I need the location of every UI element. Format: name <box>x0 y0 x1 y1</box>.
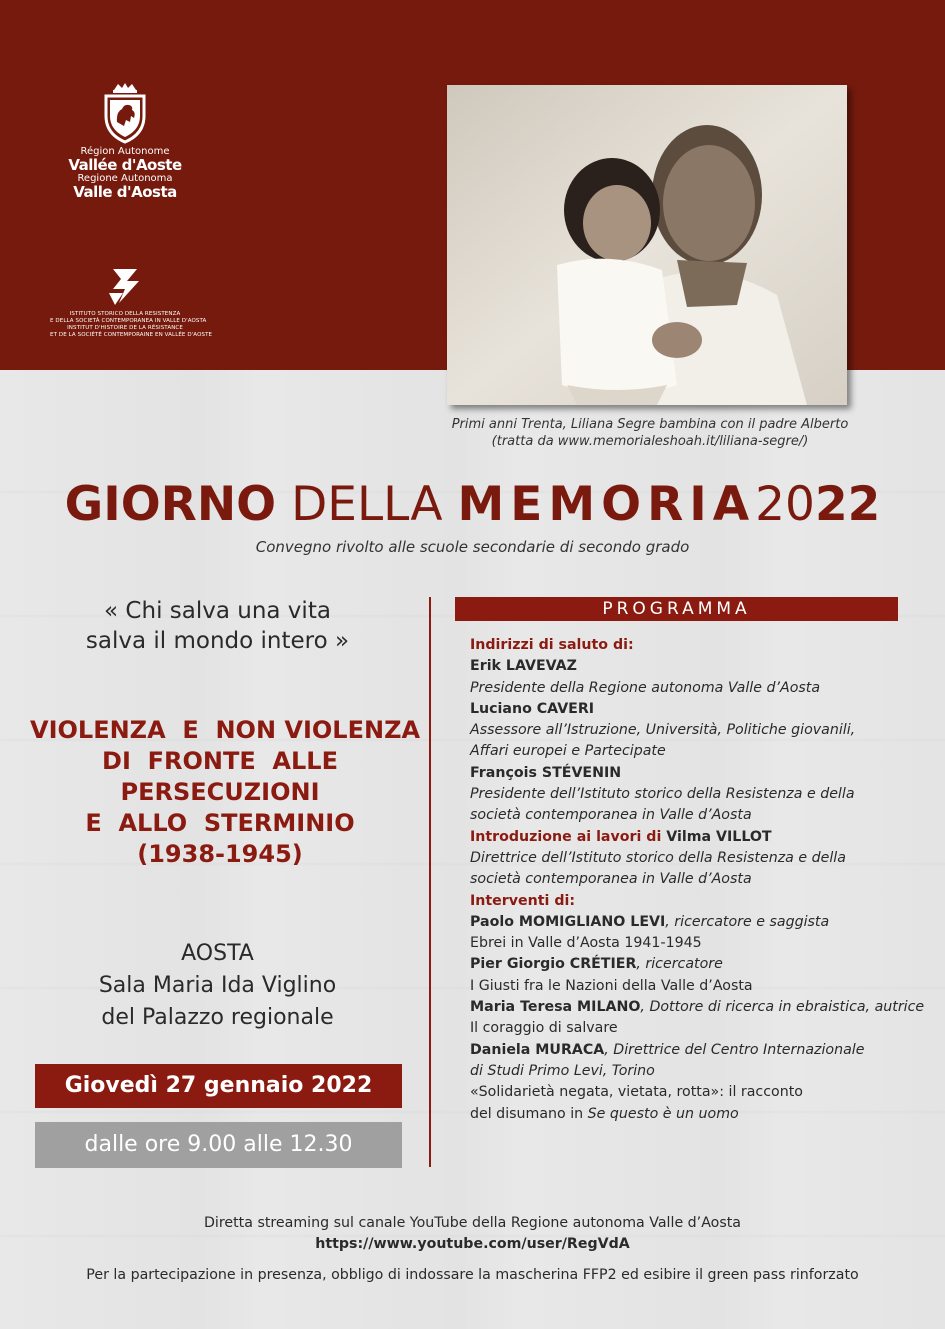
region-crest-icon <box>102 82 148 144</box>
footer <box>0 1213 945 1286</box>
topic-line-2: DI FRONTE ALLE <box>102 747 338 775</box>
speaker-role: società contemporanea in Valle d’Aosta <box>470 871 752 888</box>
venue <box>40 938 395 1034</box>
program-header: PROGRAMMA <box>455 597 898 621</box>
speaker-role: , Direttrice del Centro Internazionale <box>604 1041 865 1058</box>
topic-line-1: VIOLENZA E NON VIOLENZA <box>30 716 421 744</box>
venue-building: del Palazzo regionale <box>101 1005 334 1030</box>
talk-title: Il coraggio di salvare <box>470 1020 618 1037</box>
page-title <box>0 475 945 535</box>
program-list <box>470 635 925 1125</box>
venue-city: AOSTA <box>181 941 254 966</box>
speaker-role: Presidente dell’Istituto storico della Resistenza e della <box>470 786 855 803</box>
speaker-role: Direttrice dell’Istituto storico della Resistenza e della <box>470 849 846 866</box>
column-divider <box>429 597 431 1167</box>
speaker-name: Pier Giorgio CRÉTIER <box>470 956 637 973</box>
region-name-fr: Vallée d'Aoste <box>68 156 182 174</box>
date-banner: Giovedì 27 gennaio 2022 <box>35 1064 402 1108</box>
youtube-link[interactable]: https://www.youtube.com/user/RegVdA <box>315 1236 630 1252</box>
caption-line-1: Primi anni Trenta, Liliana Segre bambina con il padre Alberto <box>451 417 849 432</box>
program-interventi-label: Interventi di: <box>470 892 576 909</box>
talk-title: I Giusti fra le Nazioni della Valle d’Aosta <box>470 977 753 994</box>
streaming-note: Diretta streaming sul canale YouTube della Regione autonoma Valle d’Aosta <box>204 1215 741 1231</box>
topic-line-4: E ALLO STERMINIO <box>85 809 355 837</box>
region-name-it: Valle d'Aosta <box>73 183 177 201</box>
talk-title <box>470 1104 920 1125</box>
istituto-line-3: INSTITUT D'HISTOIRE DE LA RÉSISTANCE <box>67 325 183 331</box>
speaker-role: Assessore all’Istruzione, Università, Politiche giovanili, <box>470 722 856 739</box>
title-year-bold: 22 <box>814 477 881 532</box>
speaker-role: , ricercatore e saggista <box>665 913 830 930</box>
title-part-memoria: MEMORIA <box>457 477 756 532</box>
topic-line-3: PERSECUZIONI <box>120 778 320 806</box>
quote <box>40 596 395 656</box>
talk-title: Ebrei in Valle d’Aosta 1941-1945 <box>470 935 702 952</box>
istituto-mark-icon <box>105 265 145 307</box>
talk-title-part: del disumano in <box>470 1105 588 1122</box>
title-year-light: 20 <box>755 477 815 532</box>
topic-title <box>30 715 421 870</box>
istituto-line-1: ISTITUTO STORICO DELLA RESISTENZA <box>69 311 181 317</box>
photo-image <box>447 85 847 405</box>
caption-line-2: (tratta da www.memorialeshoah.it/liliana-segre/) <box>491 434 809 449</box>
intervento <box>470 1040 920 1061</box>
talk-title: «Solidarietà negata, vietata, rotta»: il racconto <box>470 1084 803 1101</box>
program-intro-label: Introduzione ai lavori di <box>470 828 667 845</box>
region-name-it-small: Regione Autonoma <box>77 173 173 184</box>
program-intro <box>470 827 920 848</box>
speaker-name: François STÉVENIN <box>470 764 622 781</box>
region-logo <box>60 82 190 200</box>
speaker-name: Erik LAVEVAZ <box>470 658 577 675</box>
title-part-giorno: GIORNO <box>64 477 277 532</box>
speaker-name: Vilma VILLOT <box>666 828 772 845</box>
photo-caption <box>430 416 870 450</box>
speaker-role: Affari europei e Partecipate <box>470 743 666 760</box>
speaker-role: , Dottore di ricerca in ebraistica, autrice <box>640 999 925 1016</box>
program-saluti-label: Indirizzi di saluto di: <box>470 637 634 653</box>
time-banner: dalle ore 9.00 alle 12.30 <box>35 1122 402 1168</box>
region-name-fr-small: Région Autonome <box>80 146 170 157</box>
quote-line-2: salva il mondo intero » <box>85 628 350 654</box>
subtitle: Convegno rivolto alle scuole secondarie di secondo grado <box>255 538 690 556</box>
intervento <box>470 912 920 933</box>
title-part-della: DELLA <box>276 477 458 532</box>
historic-photo <box>447 85 847 405</box>
speaker-role: Presidente della Regione autonoma Valle d’Aosta <box>470 679 821 696</box>
speaker-name: Maria Teresa MILANO <box>470 999 641 1016</box>
intervento <box>470 954 920 975</box>
speaker-name: Paolo MOMIGLIANO LEVI <box>470 913 666 930</box>
speaker-role: , ricercatore <box>636 956 723 973</box>
intervento <box>470 997 925 1018</box>
attendance-note: Per la partecipazione in presenza, obbligo di indossare la mascherina FFP2 ed esibire il green pass rinforzato <box>86 1267 859 1283</box>
speaker-name: Daniela MURACA <box>470 1041 605 1058</box>
quote-line-1: « Chi salva una vita <box>104 598 331 624</box>
book-title: Se questo è un uomo <box>587 1105 739 1122</box>
venue-room: Sala Maria Ida Viglino <box>98 973 337 998</box>
speaker-role: di Studi Primo Levi, Torino <box>470 1062 655 1079</box>
istituto-line-2: E DELLA SOCIETÀ CONTEMPORANEA IN VALLE D'AOSTA <box>50 318 207 324</box>
speaker-name: Luciano CAVERI <box>470 700 595 717</box>
speaker-role: società contemporanea in Valle d’Aosta <box>470 807 752 824</box>
topic-line-5: (1938-1945) <box>137 840 303 868</box>
istituto-line-4: ET DE LA SOCIÉTÉ CONTEMPORAINE EN VALLÉE D'AOSTE <box>50 332 213 338</box>
istituto-logo <box>50 265 213 339</box>
